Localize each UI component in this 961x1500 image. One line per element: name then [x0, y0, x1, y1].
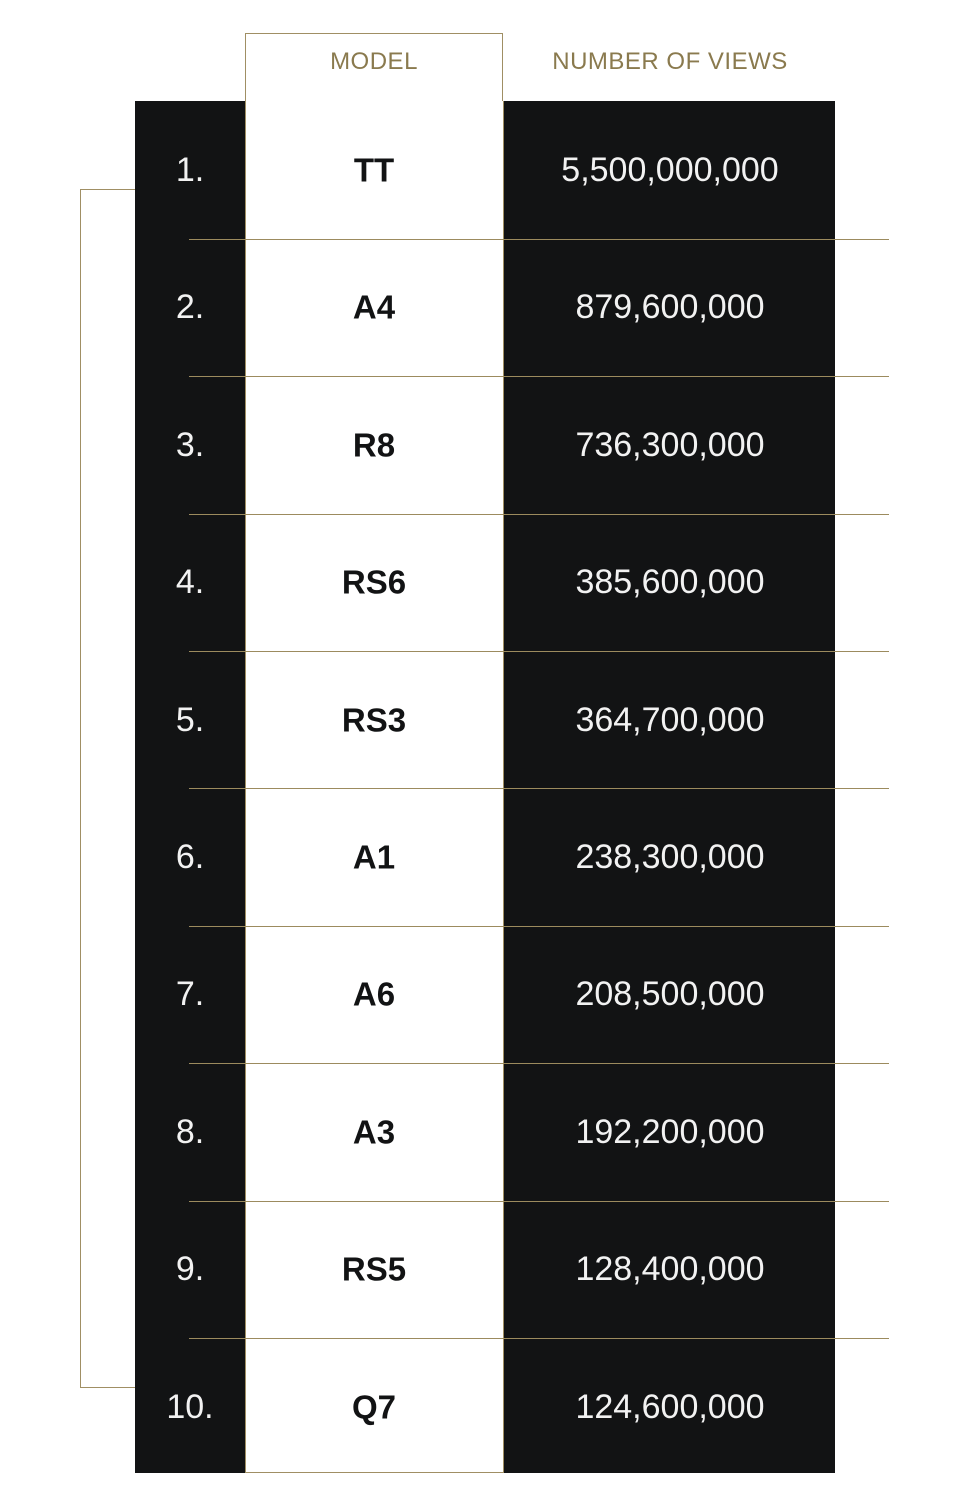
rank-label: 4. [175, 563, 205, 602]
model-label: A6 [352, 975, 396, 1013]
rank-label: 10. [166, 1387, 214, 1426]
views-label: 736,300,000 [575, 425, 765, 464]
row-divider [189, 1201, 889, 1202]
model-label: R8 [352, 426, 396, 464]
row-divider [189, 376, 889, 377]
views-label: 879,600,000 [575, 288, 765, 327]
rank-label: 6. [175, 838, 205, 876]
rank-label: 3. [175, 425, 205, 464]
model-column-header: MODEL [330, 48, 418, 75]
rank-label: 8. [175, 1112, 205, 1151]
views-label: 5,500,000,000 [561, 151, 779, 189]
model-label: RS5 [341, 1250, 407, 1288]
model-label: RS3 [341, 701, 407, 739]
views-label: 364,700,000 [575, 700, 765, 739]
model-label: A4 [352, 288, 396, 326]
views-label: 124,600,000 [575, 1387, 765, 1426]
views-column-header: NUMBER OF VIEWS [552, 48, 788, 75]
model-label: RS6 [341, 563, 407, 601]
row-divider [189, 1063, 889, 1064]
rank-label: 1. [175, 151, 205, 189]
views-label: 192,200,000 [575, 1112, 765, 1151]
row-divider [189, 514, 889, 515]
row-divider [189, 651, 889, 652]
row-divider [189, 239, 889, 240]
rank-label: 9. [175, 1250, 205, 1289]
views-label: 128,400,000 [575, 1250, 765, 1289]
model-label: A1 [352, 838, 396, 876]
row-divider [189, 788, 889, 789]
model-label: A3 [352, 1113, 396, 1151]
row-divider [189, 926, 889, 927]
rank-label: 5. [175, 700, 205, 739]
views-label: 385,600,000 [575, 563, 765, 602]
views-label: 208,500,000 [575, 975, 765, 1014]
model-label: Q7 [351, 1388, 397, 1426]
model-label: TT [353, 151, 395, 189]
views-label: 238,300,000 [575, 838, 765, 876]
rank-label: 2. [175, 288, 205, 327]
top-ten-bracket [80, 189, 135, 1388]
row-divider [189, 1338, 889, 1339]
rank-label: 7. [175, 975, 205, 1014]
